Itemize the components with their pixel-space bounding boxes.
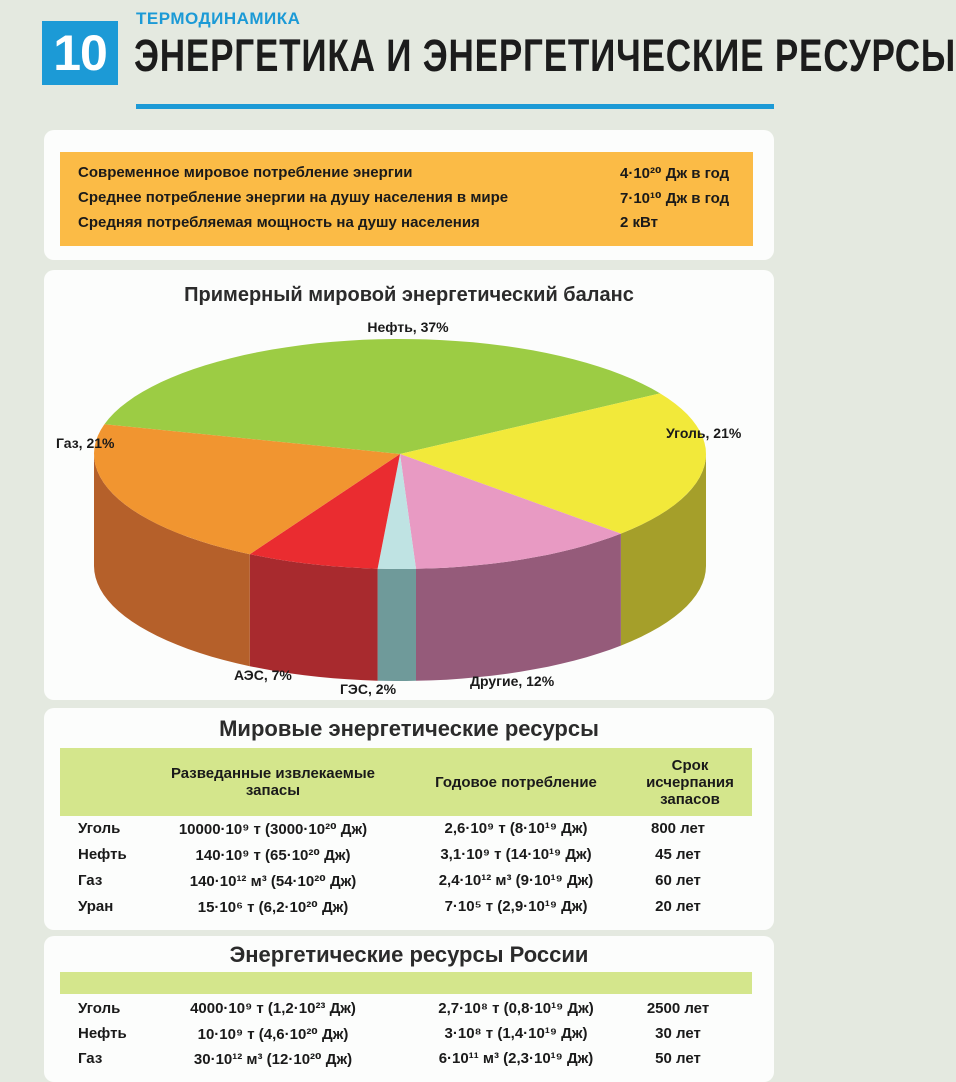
resource-reserves: 15·10⁶ т (6,2·10²⁰ Дж)	[197, 899, 349, 916]
resource-term: 2500 лет	[646, 1000, 710, 1017]
resource-annual: 3·10⁸ т (1,4·10¹⁹ Дж)	[444, 1025, 588, 1042]
table-row	[44, 872, 774, 898]
pie-label-Уголь: Уголь, 21%	[666, 425, 742, 441]
section-label: ТЕРМОДИНАМИКА	[136, 9, 301, 28]
resource-term: 60 лет	[655, 872, 701, 889]
table-row	[44, 1050, 774, 1076]
world-resources-title: Мировые энергетические ресурсы	[219, 716, 599, 741]
pie-label-АЭС: АЭС, 7%	[234, 667, 292, 683]
stat-value: 4·10²⁰ Дж в год	[620, 165, 730, 182]
table-row	[44, 1000, 774, 1026]
resource-annual: 2,6·10⁹ т (8·10¹⁹ Дж)	[444, 820, 588, 837]
pie-label-Нефть: Нефть, 37%	[367, 319, 449, 335]
russia-resources-card	[44, 936, 774, 1082]
resource-name: Газ	[78, 872, 103, 889]
pie-label-ГЭС: ГЭС, 2%	[340, 681, 397, 697]
russia-resources-title: Энергетические ресурсы России	[229, 942, 589, 967]
energy-balance-pie-chart	[44, 270, 774, 700]
resource-reserves: 4000·10⁹ т (1,2·10²³ Дж)	[190, 1000, 356, 1017]
resource-name: Газ	[78, 1050, 103, 1067]
stat-row	[78, 189, 737, 213]
pie-side-АЭС	[250, 554, 378, 681]
resource-annual: 2,7·10⁸ т (0,8·10¹⁹ Дж)	[438, 1000, 594, 1017]
table-row	[44, 898, 774, 924]
stat-label: Средняя потребляемая мощность на душу населения	[78, 214, 480, 231]
resource-annual: 7·10⁵ т (2,9·10¹⁹ Дж)	[444, 898, 588, 915]
resource-term: 800 лет	[650, 820, 706, 837]
page-title: ЭНЕРГЕТИКА И ЭНЕРГЕТИЧЕСКИЕ РЕСУРСЫ	[134, 30, 956, 81]
energy-balance-chart-card	[44, 270, 774, 700]
chart-title: Примерный мировой энергетический баланс	[184, 284, 634, 306]
resource-reserves: 30·10¹² м³ (12·10²⁰ Дж)	[193, 1051, 353, 1068]
stat-value: 7·10¹⁰ Дж в год	[620, 190, 730, 207]
page-number-badge: 10	[42, 21, 118, 85]
pie-label-Газ: Газ, 21%	[56, 435, 115, 451]
energy-stats-band	[60, 152, 753, 246]
resource-reserves: 140·10⁹ т (65·10²⁰ Дж)	[195, 847, 351, 864]
resource-term: 20 лет	[655, 898, 701, 915]
energy-stats-card	[44, 130, 774, 260]
resource-annual: 3,1·10⁹ т (14·10¹⁹ Дж)	[440, 846, 592, 863]
resource-term: 50 лет	[655, 1050, 701, 1067]
table-row	[44, 846, 774, 872]
stat-value: 2 кВт	[620, 214, 658, 231]
header-term: Срок исчерпания запасов	[646, 756, 734, 808]
pie-label-Другие: Другие, 12%	[470, 673, 555, 689]
resource-name: Уголь	[78, 1000, 121, 1017]
world-resources-header	[60, 748, 752, 816]
resource-reserves: 140·10¹² м³ (54·10²⁰ Дж)	[189, 873, 357, 890]
resource-annual: 2,4·10¹² м³ (9·10¹⁹ Дж)	[438, 872, 594, 889]
stat-row	[78, 164, 737, 188]
header-annual: Годовое потребление	[435, 773, 597, 791]
resource-annual: 6·10¹¹ м³ (2,3·10¹⁹ Дж)	[438, 1050, 594, 1067]
table-row	[44, 820, 774, 846]
world-resources-card	[44, 708, 774, 930]
table-row	[44, 1025, 774, 1051]
stat-label: Среднее потребление энергии на душу населения в мире	[78, 189, 509, 206]
resource-term: 45 лет	[655, 846, 701, 863]
header-reserves: Разведанные извлекаемые запасы	[170, 765, 376, 799]
stat-row	[78, 214, 737, 238]
resource-term: 30 лет	[655, 1025, 701, 1042]
resource-name: Нефть	[78, 846, 127, 863]
resource-name: Нефть	[78, 1025, 127, 1042]
russia-resources-header	[60, 972, 752, 994]
resource-name: Уран	[78, 898, 114, 915]
resource-name: Уголь	[78, 820, 121, 837]
resource-reserves: 10000·10⁹ т (3000·10²⁰ Дж)	[178, 821, 368, 838]
title-underline	[136, 104, 774, 109]
pie-side-ГЭС	[378, 569, 416, 681]
resource-reserves: 10·10⁹ т (4,6·10²⁰ Дж)	[197, 1026, 349, 1043]
stat-label: Современное мировое потребление энергии	[78, 164, 413, 181]
